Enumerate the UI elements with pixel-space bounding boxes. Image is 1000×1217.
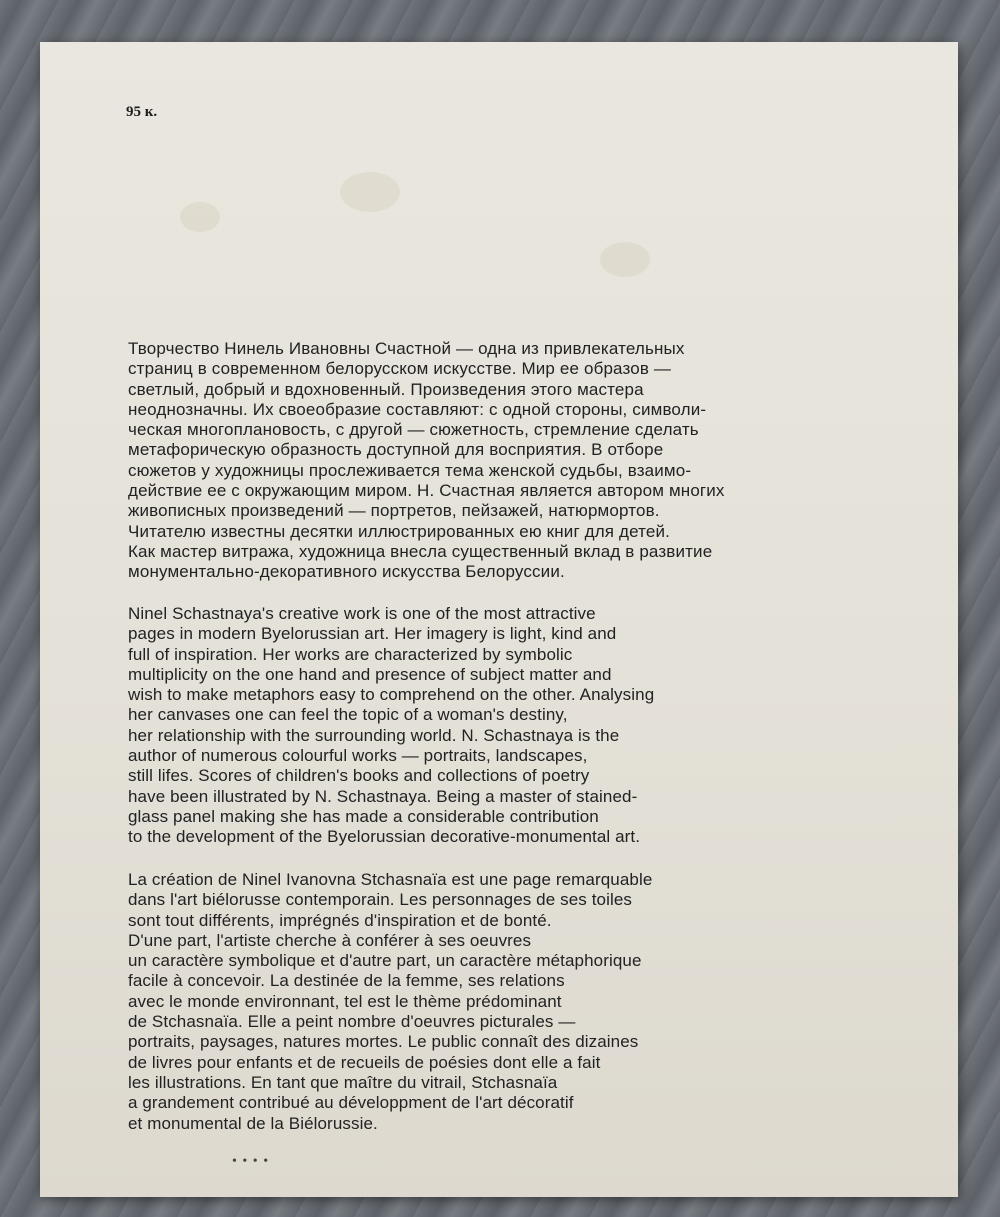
- text-line: to the development of the Byelorussian decorative-monumental art.: [128, 827, 641, 847]
- text-line: pages in modern Byelorussian art. Her imagery is light, kind and: [128, 624, 617, 644]
- text-line: author of numerous colourful works — portraits, landscapes,: [128, 746, 588, 766]
- text-line: multiplicity on the one hand and presence of subject matter and: [128, 664, 612, 684]
- text-line: Читателю известны десятки иллюстрированных ею книг для детей.: [128, 521, 671, 541]
- text-line: страниц в современном белорусском искусстве. Мир ее образов —: [128, 359, 672, 379]
- text-line: D'une part, l'artiste cherche à conférer à ses oeuvres: [128, 930, 532, 950]
- text-line: dans l'art biélorusse contemporain. Les personnages de ses toiles: [128, 890, 632, 910]
- text-line: still lifes. Scores of children's books and collections of poetry: [128, 766, 590, 786]
- text-line: have been illustrated by N. Schastnaya. Being a master of stained-: [128, 786, 638, 806]
- paper-stain: [180, 202, 220, 232]
- footer-marks: • • • •: [232, 1154, 270, 1169]
- text-line: her relationship with the surrounding world. N. Schastnaya is the: [128, 725, 620, 745]
- text-line: les illustrations. En tant que maître du vitrail, Stchasnaïa: [128, 1072, 558, 1092]
- text-line: a grandement contribué au développment de l'art décoratif: [128, 1093, 574, 1113]
- text-line: portraits, paysages, natures mortes. Le public connaît des dizaines: [128, 1032, 639, 1052]
- text-line: светлый, добрый и вдохновенный. Произведения этого мастера: [128, 379, 644, 399]
- text-line: her canvases one can feel the topic of a woman's destiny,: [128, 705, 568, 725]
- price-label: 95 к.: [126, 104, 158, 120]
- text-line: et monumental de la Biélorussie.: [128, 1113, 378, 1133]
- russian-description: [128, 339, 725, 583]
- text-line: sont tout différents, imprégnés d'inspiration et de bonté.: [128, 910, 552, 930]
- text-line: avec le monde environnant, tel est le thème prédominant: [128, 991, 562, 1011]
- text-line: de Stchasnaïa. Elle a peint nombre d'oeuvres picturales —: [128, 1012, 576, 1032]
- text-line: ческая многоплановость, с другой — сюжетность, стремление сделать: [128, 420, 699, 440]
- text-line: de livres pour enfants et de recueils de poésies dont elle a fait: [128, 1052, 601, 1072]
- text-line: метафорическую образность доступной для восприятия. В отборе: [128, 440, 664, 460]
- text-line: действие ее с окружающим миром. Н. Счастная является автором многих: [128, 481, 725, 501]
- text-line: facile à concevoir. La destinée de la femme, ses relations: [128, 971, 565, 991]
- text-line: Ninel Schastnaya's creative work is one of the most attractive: [128, 604, 596, 623]
- text-line: живописных произведений — портретов, пейзажей, натюрмортов.: [128, 501, 660, 521]
- paper-stain: [600, 242, 650, 277]
- text-line: un caractère symbolique et d'autre part, un caractère métaphorique: [128, 951, 642, 971]
- text-line: glass panel making she has made a considerable contribution: [128, 806, 599, 826]
- back-cover-page: [40, 42, 958, 1197]
- text-line: неоднозначны. Их своеобразие составляют: с одной стороны, символи-: [128, 399, 707, 419]
- text-line: Творчество Нинель Ивановны Счастной — одна из привлекательных: [128, 339, 685, 358]
- text-line: La création de Ninel Ivanovna Stchasnaïa est une page remarquable: [128, 870, 653, 889]
- paper-stain: [340, 172, 400, 212]
- english-description: [128, 604, 654, 848]
- text-line: монументально-декоративного искусства Белоруссии.: [128, 562, 565, 582]
- text-line: Как мастер витража, художница внесла существенный вклад в развитие: [128, 541, 713, 561]
- text-line: wish to make metaphors easy to comprehend on the other. Analysing: [128, 685, 655, 705]
- text-line: сюжетов у художницы прослеживается тема женской судьбы, взаимо-: [128, 460, 692, 480]
- french-description: [128, 870, 652, 1134]
- text-line: full of inspiration. Her works are characterized by symbolic: [128, 644, 573, 664]
